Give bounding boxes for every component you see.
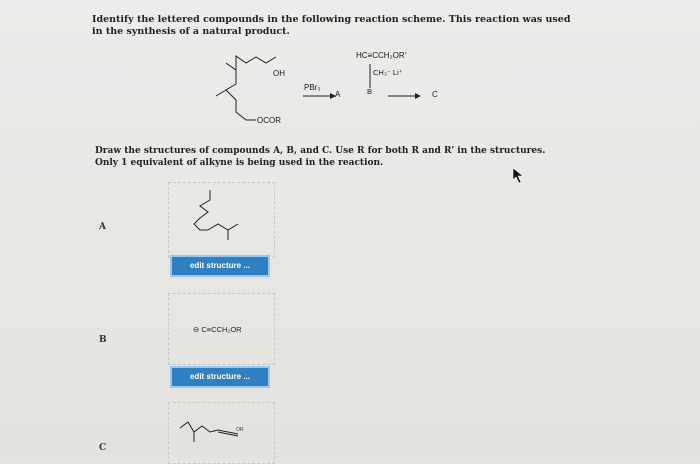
answer-a-letter: A	[99, 222, 106, 232]
product-c-label: C	[432, 90, 438, 99]
question-instructions: Draw the structures of compounds A, B, and C. Use R for both R and R' in the structures. Only 1 equivalent of alkyne is being used in the reaction.	[95, 146, 546, 168]
edit-structure-button-a[interactable]: edit structure ...	[170, 255, 270, 277]
answer-b-structure: ⊖ C≡CCH₂OR	[193, 325, 242, 334]
edit-structure-button-b[interactable]: edit structure ...	[170, 366, 270, 388]
base-reagent: CH₃⁻ Li⁺	[373, 68, 403, 77]
alkyne-reagent: HC≡CCH₂OR'	[356, 51, 407, 60]
answer-b-letter: B	[99, 335, 107, 345]
scheme-top-chain	[226, 56, 276, 70]
product-a-label: A	[335, 90, 341, 99]
mouse-pointer-icon	[513, 168, 525, 184]
answer-c-letter: C	[99, 443, 107, 453]
question-prompt: Identify the lettered compounds in the following reaction scheme. This reaction was used in the synthesis of a natural product.	[92, 14, 571, 37]
reagent-pbr3: PBr₃	[304, 83, 321, 92]
answer-a-structure	[180, 186, 270, 252]
scheme-bottom-chain	[226, 70, 256, 120]
product-b-label: B	[367, 87, 373, 96]
answer-c-or-label: OR	[236, 427, 244, 433]
ocor-label: OCOR	[257, 116, 281, 125]
oh-label: OH	[273, 69, 285, 78]
answer-c-structure	[176, 408, 266, 458]
